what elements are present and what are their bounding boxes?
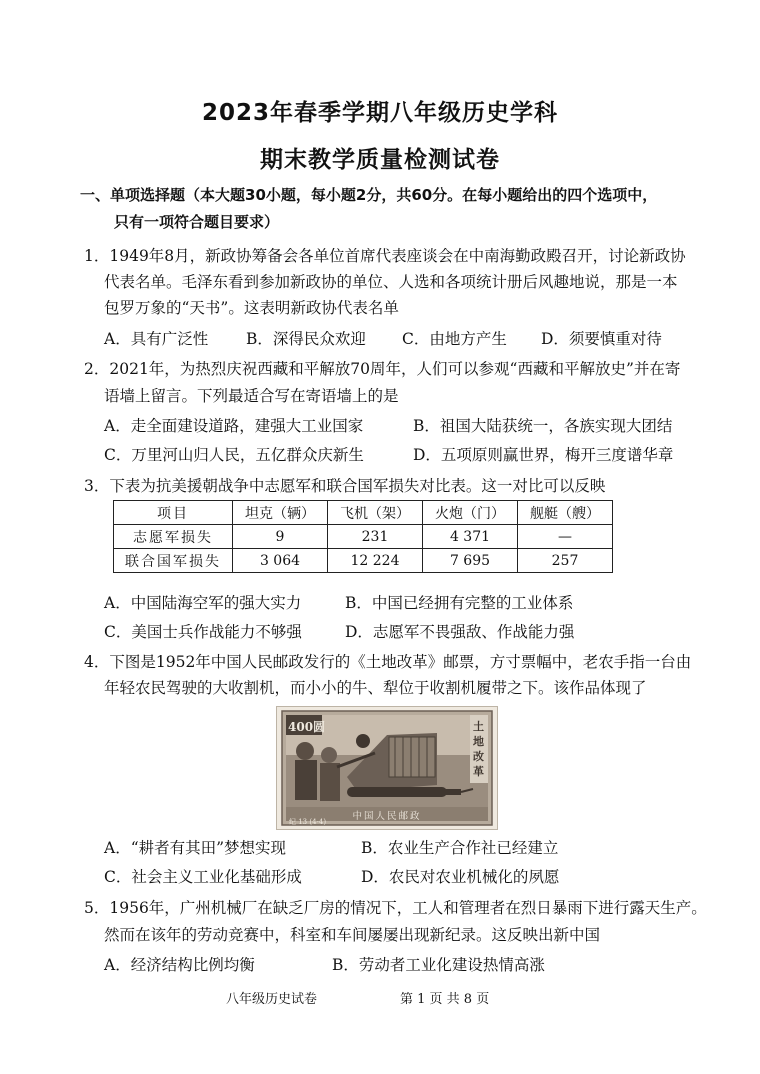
footer-subject: 八年级历史试卷 bbox=[226, 992, 318, 1007]
table-cell: 231 bbox=[328, 525, 423, 549]
q5-stem-line1: 5．1956年，广州机械厂在缺乏厂房的情况下，工人和管理者在烈日暴雨下进行露天生产。 bbox=[84, 899, 707, 917]
q3-option-a: A．中国陆海空军的强大实力 bbox=[104, 594, 302, 612]
q1-stem-line2: 代表名单。毛泽东看到参加新政协的单位、人选和各项统计册后风趣地说，那是一本 bbox=[104, 273, 678, 291]
table-cell: — bbox=[518, 525, 613, 549]
q3-stem-line1: 3．下表为抗美援朝战争中志愿军和联合国军损失对比表。这一对比可以反映 bbox=[84, 477, 606, 495]
exam-title-line2: 期末教学质量检测试卷 bbox=[260, 147, 500, 173]
table-header-cell: 舰艇（艘） bbox=[518, 501, 613, 525]
table-row bbox=[114, 525, 613, 549]
q2-option-a: A．走全面建设道路，建强大工业国家 bbox=[104, 417, 364, 435]
q1-stem-line1: 1．1949年8月，新政协筹备会各单位首席代表座谈会在中南海勤政殿召开，讨论新政协 bbox=[84, 247, 686, 265]
q1-stem-line3: 包罗万象的“天书”。这表明新政协代表名单 bbox=[104, 299, 399, 317]
q3-option-b: B．中国已经拥有完整的工业体系 bbox=[345, 594, 574, 612]
stamp-serial: 纪 13 (4-4) bbox=[289, 818, 327, 826]
q1-option-d: D．须要慎重对待 bbox=[541, 330, 662, 348]
footer-page-number: 第 1 页 共 8 页 bbox=[400, 992, 490, 1007]
q5-option-b: B．劳动者工业化建设热情高涨 bbox=[332, 956, 545, 974]
q4-stem-line1: 4．下图是1952年中国人民邮政发行的《土地改革》邮票，方寸票幅中，老农手指一台由 bbox=[84, 653, 692, 671]
table-cell: 12 224 bbox=[328, 549, 423, 573]
table-header-cell: 飞机（架） bbox=[328, 501, 423, 525]
losses-table bbox=[113, 500, 613, 573]
table-cell: 7 695 bbox=[423, 549, 518, 573]
q2-option-c: C．万里河山归人民，五亿群众庆新生 bbox=[104, 446, 364, 464]
q3-option-d: D．志愿军不畏强敌、作战能力强 bbox=[345, 623, 575, 641]
table-cell: 志愿军损失 bbox=[114, 525, 233, 549]
table-cell: 257 bbox=[518, 549, 613, 573]
table-cell: 联合国军损失 bbox=[114, 549, 233, 573]
exam-title-line1: 2023年春季学期八年级历史学科 bbox=[201, 100, 558, 126]
q4-option-b: B．农业生产合作社已经建立 bbox=[361, 839, 559, 857]
stamp-side-title: 土地改革 bbox=[473, 720, 484, 778]
q1-option-a: A．具有广泛性 bbox=[104, 330, 209, 348]
section-heading-line1: 一、单项选择题（本大题30小题，每小题2分，共60分。在每小题给出的四个选项中， bbox=[80, 186, 658, 204]
table-cell: 3 064 bbox=[233, 549, 328, 573]
table-header-cell: 坦克（辆） bbox=[233, 501, 328, 525]
q1-option-c: C．由地方产生 bbox=[402, 330, 507, 348]
q4-stem-line2: 年轻农民驾驶的大收割机，而小小的牛、犁位于收割机履带之下。该作品体现了 bbox=[104, 679, 647, 697]
q4-option-d: D．农民对农业机械化的夙愿 bbox=[361, 868, 560, 886]
q2-stem-line1: 2．2021年，为热烈庆祝西藏和平解放70周年，人们可以参观“西藏和平解放史”并在寄 bbox=[84, 360, 681, 378]
table-cell: 4 371 bbox=[423, 525, 518, 549]
q4-option-a: A．“耕者有其田”梦想实现 bbox=[104, 839, 287, 857]
q5-option-a: A．经济结构比例均衡 bbox=[104, 956, 255, 974]
table-cell: 9 bbox=[233, 525, 328, 549]
q2-stem-line2: 语墙上留言。下列最适合写在寄语墙上的是 bbox=[104, 387, 399, 405]
table-header-cell: 项目 bbox=[114, 501, 233, 525]
q1-option-b: B．深得民众欢迎 bbox=[246, 330, 366, 348]
q4-option-c: C．社会主义工业化基础形成 bbox=[104, 868, 302, 886]
q5-stem-line2: 然而在该年的劳动竞赛中，科室和车间屡屡出现新纪录。这反映出新中国 bbox=[104, 926, 601, 944]
q2-option-d: D．五项原则赢世界，梅开三度谱华章 bbox=[413, 446, 674, 464]
stamp-value: 400圆 bbox=[288, 720, 326, 734]
land-reform-stamp bbox=[276, 706, 498, 830]
table-row bbox=[114, 549, 613, 573]
table-header-row bbox=[114, 501, 613, 525]
q3-option-c: C．美国士兵作战能力不够强 bbox=[104, 623, 302, 641]
section-heading-line2: 只有一项符合题目要求） bbox=[114, 213, 280, 231]
q2-option-b: B．祖国大陆获统一，各族实现大团结 bbox=[413, 417, 673, 435]
table-header-cell: 火炮（门） bbox=[423, 501, 518, 525]
stamp-bottom-text: 中国人民邮政 bbox=[352, 811, 422, 822]
